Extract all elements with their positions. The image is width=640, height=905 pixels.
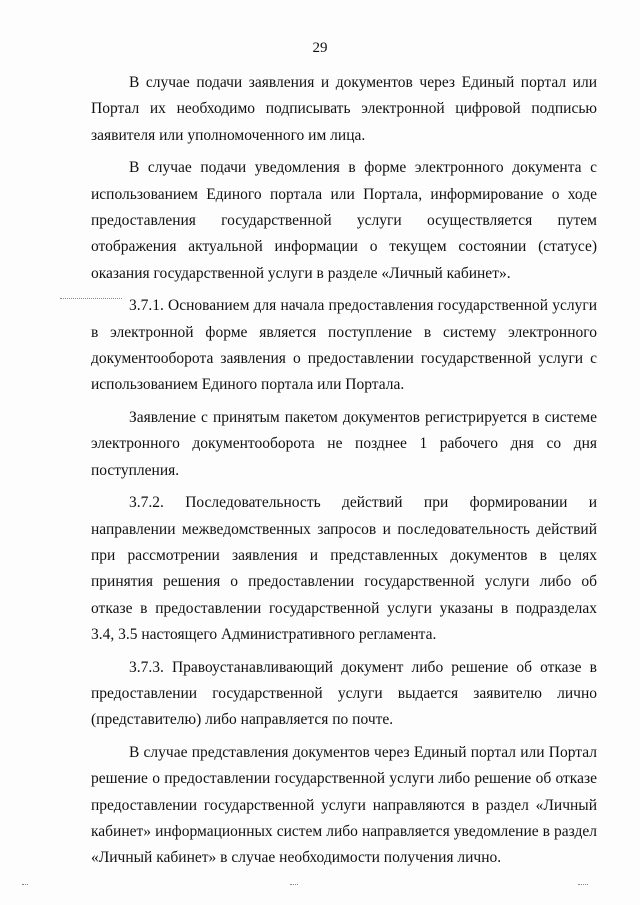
paragraph-7: В случае представления документов через Единый портал или Портал решение о предоставлении государственной услуги либо решение об отказе предоставлении государственной услуги направляются в раздел «Личный кабинет» информационных систем либо направляется уведомление в раздел «Личный кабинет» в случае необходимости получения лично. <box>91 743 597 867</box>
scan-artifact-bottom-center <box>290 884 298 886</box>
paragraph-3: 3.7.1. Основанием для начала предоставления государственной услуги в электронной форме является поступление в систему электронного документооборота заявления о предоставлении государственной услуги с использованием Единого портала или Портала. <box>91 297 597 394</box>
scan-artifact-bottom-left <box>22 884 28 886</box>
page-number: 29 <box>312 40 328 56</box>
paragraph-4: Заявление с принятым пакетом документов регистрируется в системе электронного документооборота не позднее 1 рабочего дня со дня поступления. <box>91 408 597 479</box>
paragraph-2: В случае подачи уведомления в форме электронного документа с использованием Единого портала или Портала, информирование о ходе предоставления государственной услуги осуществляется путем отображения актуальной информации о текущем состоянии (статусе) оказания государственной услуги в разделе «Личный кабинет». <box>91 159 597 282</box>
paragraph-1: В случае подачи заявления и документов через Единый портал или Портал их необходимо подписывать электронной цифровой подписью заявителя или уполномоченного им лица. <box>91 74 597 144</box>
paragraph-6: 3.7.3. Правоустанавливающий документ либо решение об отказе в предоставлении государственной услуги выдается заявителю лично (представителю) либо направляется по почте. <box>91 658 597 729</box>
document-body <box>91 70 597 878</box>
paragraph-5: 3.7.2. Последовательность действий при формировании и направлении межведомственных запросов и последовательность действий при рассмотрении заявления и представленных документов в целях принятия решения о предоставлении государственной услуги либо об отказе в предоставлении государственной услуги указаны в подразделах 3.4, 3.5 настоящего Административного регламента. <box>91 494 597 644</box>
scan-artifact-left <box>60 298 122 300</box>
scan-artifact-bottom-right <box>578 884 588 886</box>
